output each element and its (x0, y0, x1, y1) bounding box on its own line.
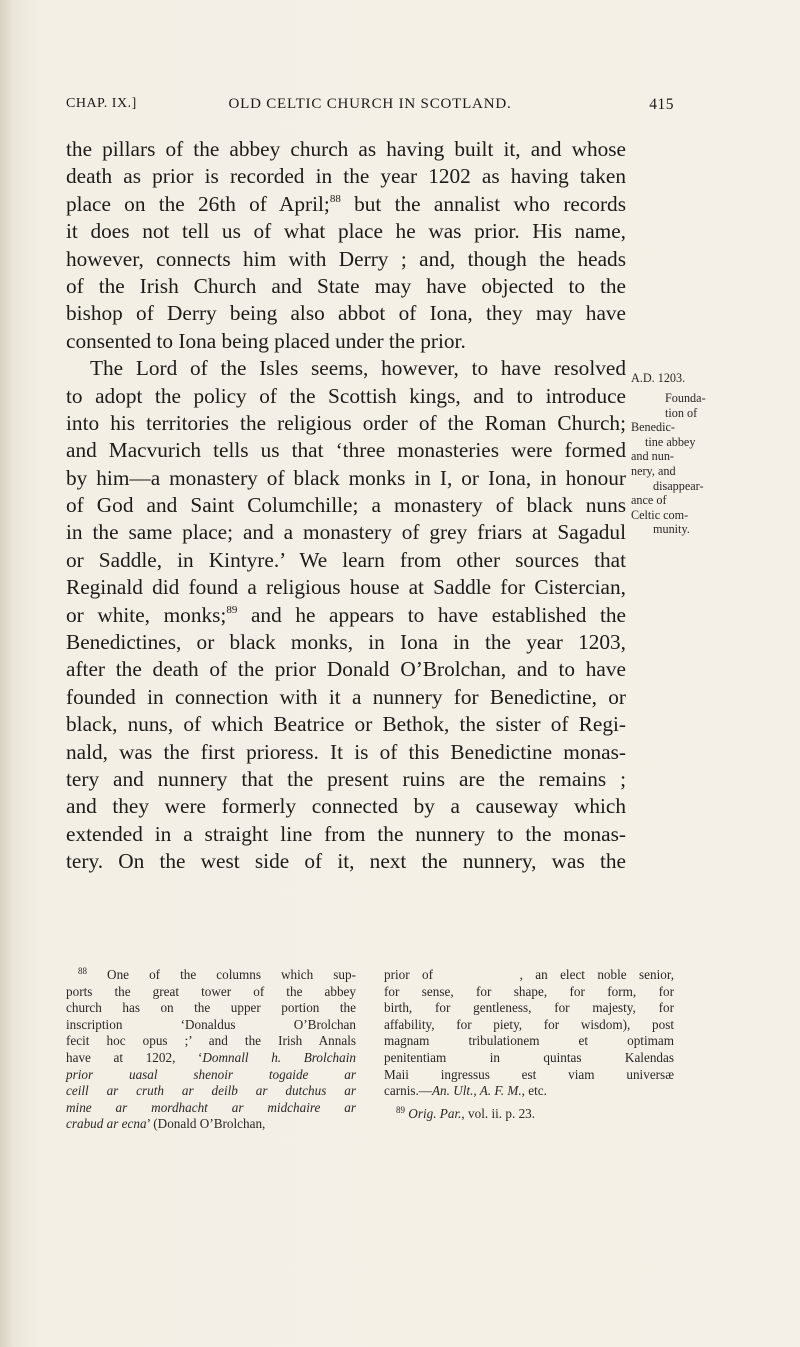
footnote-marker: 89 (396, 1104, 405, 1115)
running-title: OLD CELTIC CHURCH IN SCOTLAND. (228, 96, 512, 112)
footnote-line: penitentiam in quintas Kalendas (384, 1049, 674, 1065)
margin-note-line: and nun- (631, 449, 674, 464)
body-line: the pillars of the abbey church as having built it, and whose (66, 137, 626, 161)
footnote-line: have at 1202, ‘Domnall h. Brolchain (66, 1049, 356, 1065)
footnote-marker: 88 (78, 966, 87, 976)
margin-note (631, 371, 723, 537)
footnote-ref-88[interactable]: 88 (329, 192, 341, 205)
margin-note-line: Founda- (665, 391, 706, 405)
body-line: or white, monks;$^{89}$ and he appears to have established the (66, 602, 626, 627)
body-line: however, connects him with Derry ; and, though the heads (66, 246, 626, 271)
footnote-line: magnam tribulationem et optimam (384, 1033, 674, 1049)
body-line: consented to Iona being placed under the prior. (66, 328, 466, 353)
body-line: in the same place; and a monastery of grey friars at Sagadul (66, 520, 626, 545)
body-line: and they were formerly connected by a causeway which (66, 794, 626, 819)
footnote-line: prior of , an elect noble senior, (384, 967, 674, 982)
footnote-line: $^{88}$ One of the columns which sup- (78, 966, 356, 982)
footnote-line: Maii ingressus est viam universæ (384, 1066, 674, 1082)
footnote-line: birth, for gentleness, for majesty, for (384, 1000, 674, 1016)
footnote-line: ports the great tower of the abbey (66, 983, 356, 999)
body-line: tery. On the west side of it, next the nunnery, was the (66, 849, 626, 874)
footnote-line: ceill ar cruth ar deilb ar dutchus ar (66, 1083, 356, 1099)
running-header (66, 96, 674, 120)
footnote-line: fecit hoc opus ;’ and the Irish Annals (66, 1033, 356, 1049)
footnote-88 (66, 967, 356, 1133)
body-line: of God and Saint Columchille; a monastery of black nuns (66, 493, 626, 518)
footnote-line: carnis.—An. Ult., A. F. M., etc. (384, 1083, 547, 1099)
margin-note-line: munity. (653, 522, 690, 537)
margin-note-line: ance of (631, 493, 667, 508)
body-line: place on the 26th of April;$^{88}$ but the annalist who records (66, 191, 626, 216)
footnote-line: for sense, for shape, for form, for (384, 983, 674, 999)
footnote-89: $^{89}$ Orig. Par., vol. ii. p. 23. (396, 1104, 536, 1121)
margin-note-line: disappear- (653, 478, 704, 493)
margin-note-line: Celtic com- (631, 507, 689, 522)
main-text (66, 136, 626, 876)
footnote-line: affability, for piety, for wisdom), post (384, 1016, 674, 1032)
body-line: Benedictines, or black monks, in Iona in the year 1203, (66, 630, 626, 655)
footnote-ref-89[interactable]: 89 (226, 603, 238, 616)
margin-note-line: tion of (665, 405, 698, 420)
body-line: extended in a straight line from the nunnery to the monas- (66, 821, 626, 846)
body-line: death as prior is recorded in the year 1202 as having taken (66, 164, 626, 189)
margin-note-line: nery, and (631, 463, 676, 478)
body-line: Reginald did found a religious house at Saddle for Cistercian, (66, 575, 626, 600)
footnote-line: crabud ar ecna’ (Donald O’Brolchan, (66, 1116, 266, 1132)
body-line: founded in connection with it a nunnery for Benedictine, or (66, 684, 626, 709)
footnote-line: inscription ‘Donaldus O’Brolchan (66, 1016, 356, 1032)
body-line: tery and nunnery that the present ruins are the remains ; (66, 766, 626, 791)
page-number: 415 (649, 96, 674, 113)
margin-note-line: tine abbey (645, 434, 696, 449)
body-line: of the Irish Church and State may have objected to the (66, 273, 626, 298)
footnote-88-continued (384, 967, 674, 1122)
body-line: or Saddle, in Kintyre.’ We learn from other sources that (66, 547, 626, 572)
body-line: by him—a monastery of black monks in I, or Iona, in honour (66, 465, 626, 490)
footnote-line: prior uasal shenoir togaide ar (66, 1066, 356, 1082)
margin-note-line: Benedic- (631, 420, 675, 435)
body-line: to adopt the policy of the Scottish kings, and to introduce (66, 383, 626, 408)
body-line: into his territories the religious order of the Roman Church; (66, 410, 626, 435)
footnote-line: church has on the upper portion the (66, 1000, 356, 1016)
chapter-label: CHAP. IX.] (66, 96, 137, 111)
margin-note-year: A.D. 1203. (631, 371, 686, 385)
body-line: and Macvurich tells us that ‘three monasteries were formed (66, 438, 626, 463)
body-line: after the death of the prior Donald O’Brolchan, and to have (66, 657, 626, 682)
body-line: nald, was the first prioress. It is of this Benedictine monas- (66, 739, 626, 764)
body-line: it does not tell us of what place he was prior. His name, (66, 219, 626, 244)
body-line: black, nuns, of which Beatrice or Bethok, the sister of Regi- (66, 712, 626, 737)
body-line: The Lord of the Isles seems, however, to have resolved (90, 356, 626, 381)
footnote-line: mine ar mordhacht ar midchaire ar (66, 1099, 356, 1115)
body-line: bishop of Derry being also abbot of Iona, they may have (66, 301, 626, 326)
